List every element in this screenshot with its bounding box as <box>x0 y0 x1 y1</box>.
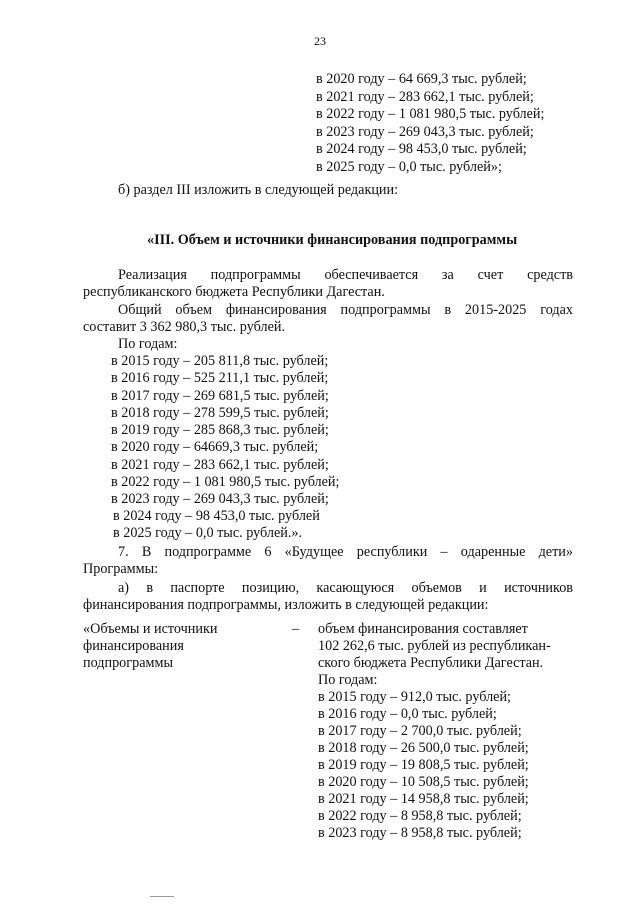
list-item: в 2023 году – 8 958,8 тыс. рублей; <box>318 825 522 841</box>
list-item: в 2021 году – 283 662,1 тыс. рублей; <box>111 457 329 473</box>
passport-right-text: 102 262,6 тыс. рублей из республикан- <box>318 638 551 654</box>
paragraph-line: Реализация подпрограммы обеспечивается за счет средств <box>118 267 573 283</box>
paragraph-line: Программы: <box>83 561 159 577</box>
section-heading: «III. Объем и источники финансирования подпрограммы <box>147 232 518 248</box>
list-item: в 2017 году – 2 700,0 тыс. рублей; <box>318 723 522 739</box>
paragraph-line: а) в паспорте позицию, касающуюся объемов и источников <box>118 580 573 596</box>
list-item: в 2021 году – 14 958,8 тыс. рублей; <box>318 791 529 807</box>
list-item: в 2025 году – 0,0 тыс. рублей.». <box>113 525 303 541</box>
paragraph-line: финансирования подпрограммы, изложить в следующей редакции: <box>83 597 489 613</box>
list-item: в 2016 году – 525 211,1 тыс. рублей; <box>111 370 329 386</box>
list-item: в 2018 году – 278 599,5 тыс. рублей; <box>111 405 329 421</box>
list-item: в 2020 году – 64669,3 тыс. рублей; <box>111 439 319 455</box>
list-item: в 2022 году – 1 081 980,5 тыс. рублей; <box>111 474 340 490</box>
list-item: в 2016 году – 0,0 тыс. рублей; <box>318 706 497 722</box>
list-item: в 2020 году – 64 669,3 тыс. рублей; <box>316 71 527 87</box>
list-item: в 2023 году – 269 043,3 тыс. рублей; <box>316 124 534 140</box>
list-item: в 2017 году – 269 681,5 тыс. рублей; <box>111 388 329 404</box>
list-item: в 2022 году – 8 958,8 тыс. рублей; <box>318 808 522 824</box>
list-item: в 2015 году – 205 811,8 тыс. рублей; <box>111 353 329 369</box>
passport-left-label: подпрограммы <box>83 655 173 671</box>
list-item: в 2019 году – 19 808,5 тыс. рублей; <box>318 757 529 773</box>
instruction-b: б) раздел III изложить в следующей редакции: <box>118 182 399 198</box>
list-item: в 2018 году – 26 500,0 тыс. рублей; <box>318 740 529 756</box>
list-item: в 2021 году – 283 662,1 тыс. рублей; <box>316 89 534 105</box>
passport-left-label: финансирования <box>83 638 184 654</box>
paragraph-line: Общий объем финансирования подпрограммы в 2015-2025 годах <box>118 302 573 318</box>
paragraph-line: составит 3 362 980,3 тыс. рублей. <box>83 319 286 335</box>
passport-right-text: объем финансирования составляет <box>318 621 528 637</box>
by-years-label: По годам: <box>118 336 178 352</box>
list-item: в 2015 году – 912,0 тыс. рублей; <box>318 689 511 705</box>
list-item: в 2020 году – 10 508,5 тыс. рублей; <box>318 774 529 790</box>
list-item: в 2023 году – 269 043,3 тыс. рублей; <box>111 491 329 507</box>
paragraph-line: республиканского бюджета Республики Дагестан. <box>83 284 385 300</box>
passport-right-text: По годам: <box>318 672 378 688</box>
page-number: 23 <box>314 34 326 48</box>
list-item: в 2024 году – 98 453,0 тыс. рублей <box>113 508 320 524</box>
list-item: в 2019 году – 285 868,3 тыс. рублей; <box>111 422 329 438</box>
list-item: в 2025 году – 0,0 тыс. рублей»; <box>316 159 502 175</box>
scan-artifact <box>150 896 174 897</box>
paragraph-line: 7. В подпрограмме 6 «Будущее республики – одаренные дети» <box>118 544 573 560</box>
passport-left-label: «Объемы и источники <box>83 621 218 637</box>
passport-dash: – <box>292 621 300 637</box>
list-item: в 2024 году – 98 453,0 тыс. рублей; <box>316 141 527 157</box>
list-item: в 2022 году – 1 081 980,5 тыс. рублей; <box>316 106 545 122</box>
passport-right-text: ского бюджета Республики Дагестан. <box>318 655 544 671</box>
